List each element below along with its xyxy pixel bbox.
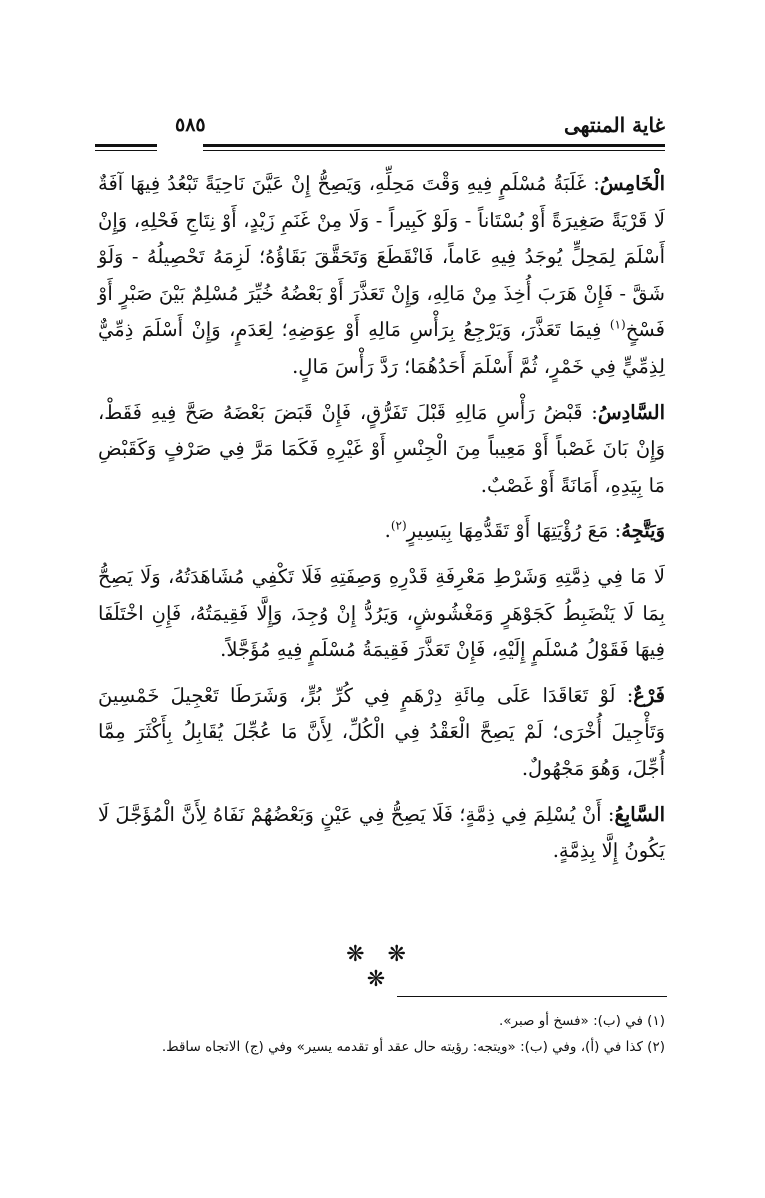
paragraph-text: : لَوْ تَعَاقَدَا عَلَى مِائَةِ دِرْهَمٍ فِي كُرِّ بُرٍّ، وَشَرَطَا تَعْجِيلَ خَمْسِينَ وَتَأْجِيلَ أُخْرَى؛ لَمْ يَصِحَّ الْعَقْدُ فِي الْكُلِّ، لِأَنَّ مَا عُجِّلَ يُقَابِلُ بِأَكْثَرَ مِمَّا أُجِّلَ، وَهُوَ مَجْهُولٌ.: [98, 683, 665, 780]
main-text: [98, 166, 665, 870]
footnote-ref: (١): [609, 317, 626, 332]
paragraph-text: لَا مَا فِي ذِمَّتِهِ وَشَرْطِ مَعْرِفَةِ قَدْرِهِ وَصِفَتِهِ فَلَا تَكْفِي مُشَاهَدَتُهُ، وَلَا يَصِحُّ بِمَا لَا يَنْضَبِطُ كَجَوْهَرٍ وَمَغْشُوشٍ، وَيَرُدُّ إِنْ وُجِدَ، وَإِلَّا فَقِيمَتُهُ، فَإِنِ اخْتَلَفَا فِيهَا فَقَوْلُ مُسْلَمٍ إِلَيْهِ، فَإِنْ تَعَذَّرَ فَقِيمَةُ مُسْلَمٍ فِيهِ مُؤَجَّلاً.: [98, 564, 665, 662]
paragraph-text: : مَعَ رُؤْيَتِهَا أَوْ تَقَدُّمِهَا بِيَسِيرٍ: [406, 519, 622, 543]
paragraph-text: فِيمَا تَعَذَّرَ، وَيَرْجِعُ بِرَأْسِ مَالِهِ أَوْ عِوَضِهِ؛ لِعَدَمٍ، وَإِنْ أَسْلَمَ ذِمِّيٌّ لِذِمِّيٍّ فِي خَمْرٍ، ثُمَّ أَسْلَمَ أَحَدُهُمَا؛ رَدَّ رَأْسَ مَالٍ.: [98, 318, 665, 378]
paragraph-capital-condition: [98, 559, 665, 669]
paragraph-sixth-condition: [98, 395, 665, 505]
paragraph-text: : أَنْ يُسْلِمَ فِي ذِمَّةٍ؛ فَلَا يَصِحُّ فِي عَيْنٍ وَبَعْضُهُمْ نَفَاهُ لِأَنَّ الْمُؤَجَّلَ لَا يَكُونُ إِلَّا بِذِمَّةٍ.: [98, 802, 665, 863]
header-rule-right-thick: [203, 144, 665, 147]
section-term: الْخَامِسُ: [599, 172, 665, 195]
footnote-rule: [397, 996, 667, 997]
paragraph-text: : قَبْضُ رَأْسِ مَالِهِ قَبْلَ تَفَرُّقٍ، فَإِنْ قَبَضَ بَعْضَهُ صَحَّ فِيهِ فَقَطْ، وَإِنْ بَانَ غَصْباً أَوْ مَعِيباً مِنَ الْجِنْسِ أَوْ غَيْرِهِ فَكَمَا مَرَّ فِي صَرْفٍ وَكَقَبْضِ مَا بِيَدِهِ، أَمَانَةً أَوْ غَصْبٌ.: [98, 400, 665, 497]
header-rule-left-thick: [95, 144, 157, 147]
section-term: السَّادِسُ: [597, 400, 665, 424]
running-title: غاية المنتهى: [564, 113, 665, 137]
paragraph-ittijah: [98, 513, 665, 550]
page-header: [95, 108, 665, 156]
section-separator-stars: ❋ ❋ ❋: [346, 942, 414, 992]
paragraph-text: : غَلَبَةُ مُسْلَمٍ فِيهِ وَقْتَ مَحِلِّهِ، وَيَصِحُّ إِنْ عَيَّنَ نَاحِيَةً تَبْعُدُ فِيهَا آفَةٌ لَا قَرْيَةً صَغِيرَةً أَوْ بُسْتَاناً - وَلَوْ كَبِيراً - وَلَا مِنْ غَنَمِ زَيْدٍ، أَوْ نِتَاجِ فَحْلِهِ، وَإِنْ أَسْلَمَ لِمَحِلٍّ يُوجَدُ فِيهِ عَاماً، فَانْقَطَعَ وَتَحَقَّقَ بَقَاؤُهُ؛ لَزِمَهُ تَحْصِيلُهُ - وَلَوْ شَقَّ - فَإِنْ هَرَبَ أُخِذَ مِنْ مَالِهِ، وَإِنْ تَعَذَّرَ أَوْ بَعْضُهُ خُيِّرَ مُسْلِمٌ بَيْنَ صَبْرٍ أَوْ فَسْخٍ: [98, 172, 665, 342]
footnote-1: (١) في (ب): «فسخ أو صبر».: [498, 1013, 665, 1029]
paragraph-seventh-condition: [98, 797, 665, 870]
header-rule-left-thin: [95, 150, 157, 151]
page-number: ٥٨٥: [175, 114, 206, 136]
header-rule-right-thin: [203, 150, 665, 151]
footnotes: [98, 1008, 665, 1060]
section-term: وَيَتَّجِهُ: [621, 519, 665, 543]
paragraph-fifth-condition: [98, 166, 665, 386]
paragraph-branch: [98, 678, 665, 788]
footnote-ref: (٢): [390, 518, 407, 533]
section-term: السَّابِعُ: [614, 802, 665, 826]
paragraph-text: .: [384, 519, 391, 543]
footnote-2: (٢) كذا في (أ)، وفي (ب): «ويتجه: رؤيته حال عقد أو تقدمه يسير» وفي (ج) الاتجاه ساقط.: [161, 1039, 665, 1055]
section-term: فَرْعٌ: [633, 683, 665, 707]
